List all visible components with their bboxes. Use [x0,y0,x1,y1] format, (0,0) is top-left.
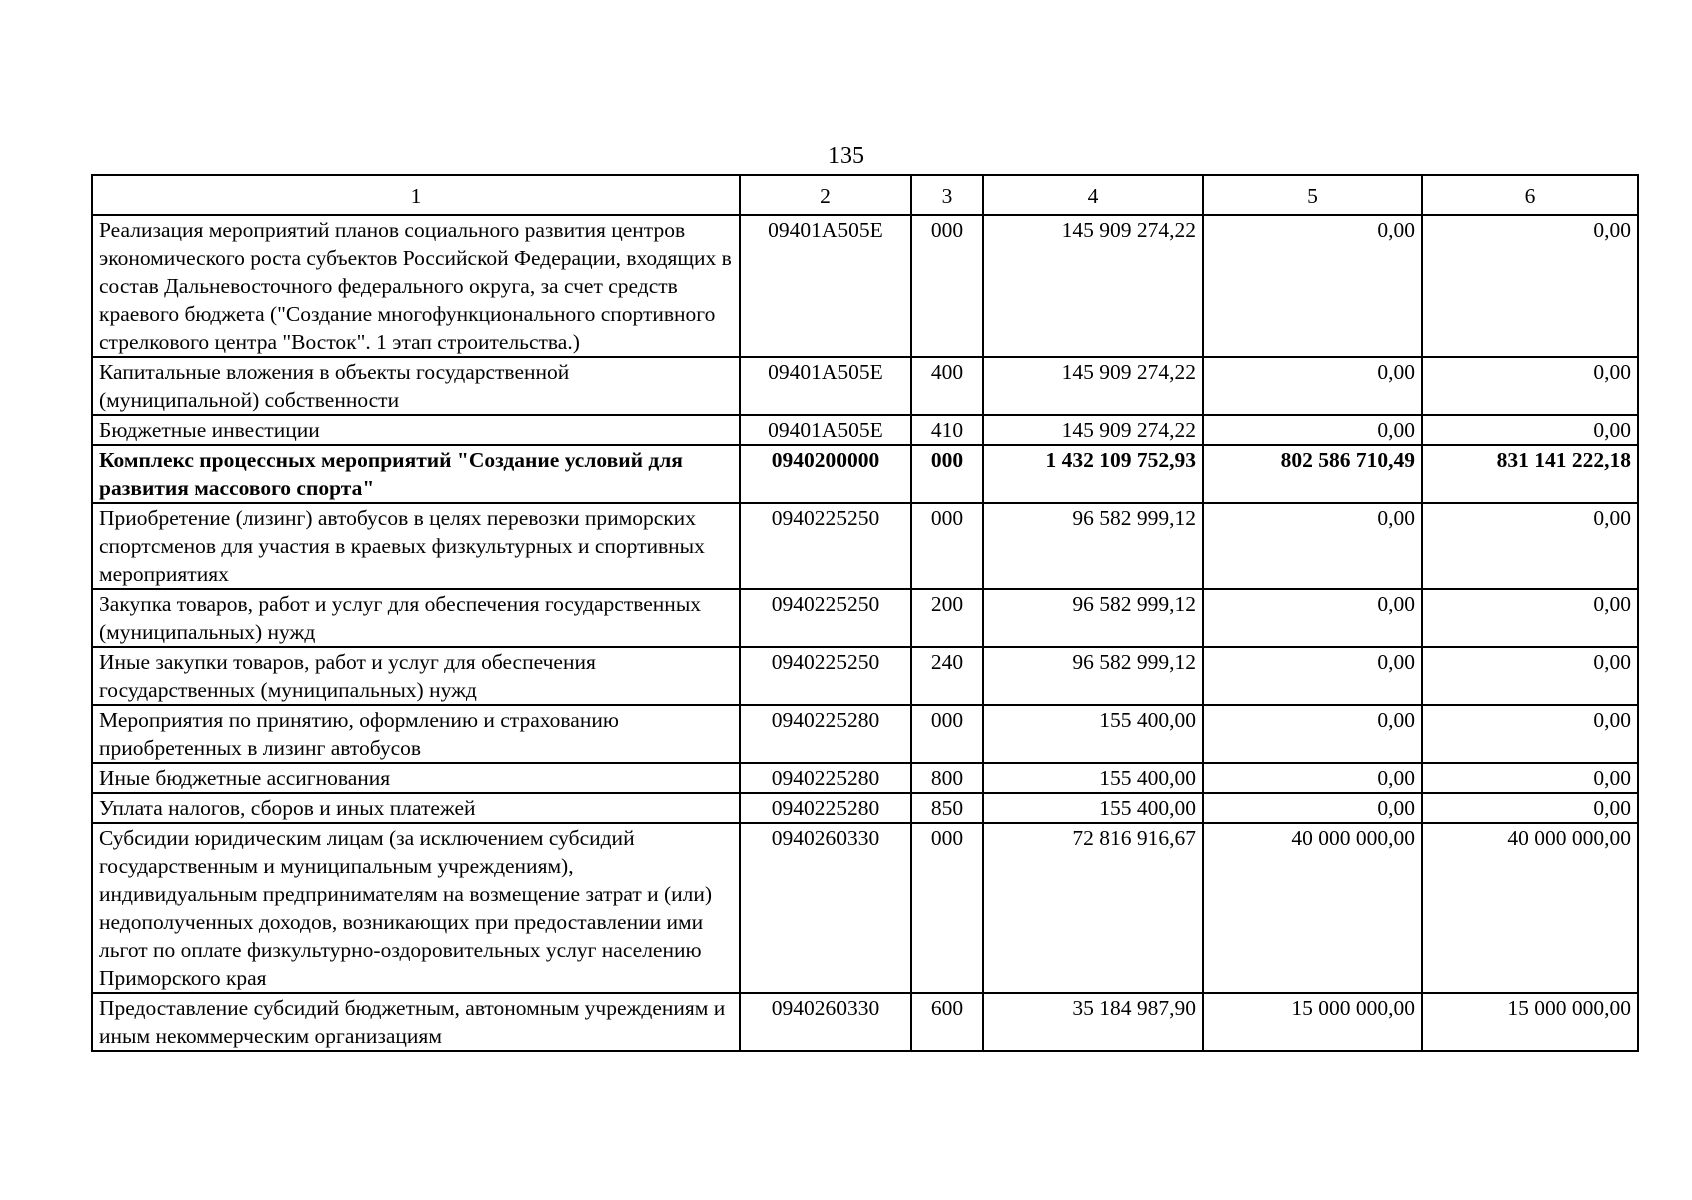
row-code: 0940260330 [740,823,911,993]
row-value-col4: 155 400,00 [983,763,1203,793]
row-code: 0940260330 [740,993,911,1051]
row-value-col6: 0,00 [1422,357,1638,415]
row-value-col5: 0,00 [1203,647,1422,705]
page-number: 135 [828,143,864,169]
row-value-col4: 96 582 999,12 [983,589,1203,647]
row-value-col5: 0,00 [1203,763,1422,793]
row-value-col6: 0,00 [1422,793,1638,823]
row-type: 000 [911,705,983,763]
row-value-col6: 0,00 [1422,763,1638,793]
row-value-col5: 0,00 [1203,589,1422,647]
row-value-col4: 155 400,00 [983,705,1203,763]
row-name: Капитальные вложения в объекты государственной (муниципальной) собственности [92,357,740,415]
column-header: 2 [740,175,911,215]
row-code: 0940225250 [740,647,911,705]
row-type: 600 [911,993,983,1051]
table-row [92,215,1638,357]
row-type: 410 [911,415,983,445]
row-value-col4: 72 816 916,67 [983,823,1203,993]
row-type: 000 [911,445,983,503]
row-value-col6: 0,00 [1422,503,1638,589]
row-value-col4: 145 909 274,22 [983,215,1203,357]
row-type: 800 [911,763,983,793]
row-code: 09401A505E [740,357,911,415]
row-value-col5: 15 000 000,00 [1203,993,1422,1051]
row-type: 400 [911,357,983,415]
row-value-col6: 0,00 [1422,589,1638,647]
row-value-col6: 0,00 [1422,215,1638,357]
row-type: 240 [911,647,983,705]
row-type: 000 [911,215,983,357]
row-type: 200 [911,589,983,647]
row-value-col4: 35 184 987,90 [983,993,1203,1051]
row-value-col5: 0,00 [1203,357,1422,415]
budget-table [91,174,1639,1052]
column-header: 4 [983,175,1203,215]
row-value-col4: 155 400,00 [983,793,1203,823]
table-row [92,415,1638,445]
row-value-col4: 1 432 109 752,93 [983,445,1203,503]
table-row-bold [92,445,1638,503]
table-row [92,589,1638,647]
row-code: 0940200000 [740,445,911,503]
column-header: 3 [911,175,983,215]
row-name: Иные закупки товаров, работ и услуг для обеспечения государственных (муниципальных) нужд [92,647,740,705]
row-value-col5: 802 586 710,49 [1203,445,1422,503]
row-value-col4: 96 582 999,12 [983,503,1203,589]
table-row [92,763,1638,793]
table-row [92,705,1638,763]
row-value-col5: 40 000 000,00 [1203,823,1422,993]
row-name: Бюджетные инвестиции [92,415,740,445]
row-code: 09401A505E [740,415,911,445]
row-code: 09401A505E [740,215,911,357]
row-value-col5: 0,00 [1203,215,1422,357]
column-header: 1 [92,175,740,215]
row-name: Приобретение (лизинг) автобусов в целях перевозки приморских спортсменов для участия в краевых физкультурных и спортивных мероприятиях [92,503,740,589]
row-name: Комплекс процессных мероприятий "Создание условий для развития массового спорта" [92,445,740,503]
table-row [92,357,1638,415]
table-row [92,993,1638,1051]
row-code: 0940225280 [740,705,911,763]
row-name: Мероприятия по принятию, оформлению и страхованию приобретенных в лизинг автобусов [92,705,740,763]
row-type: 850 [911,793,983,823]
row-type: 000 [911,503,983,589]
row-value-col6: 0,00 [1422,647,1638,705]
row-name: Закупка товаров, работ и услуг для обеспечения государственных (муниципальных) нужд [92,589,740,647]
row-value-col4: 96 582 999,12 [983,647,1203,705]
row-value-col5: 0,00 [1203,503,1422,589]
row-value-col6: 0,00 [1422,415,1638,445]
row-name: Уплата налогов, сборов и иных платежей [92,793,740,823]
row-value-col4: 145 909 274,22 [983,415,1203,445]
row-code: 0940225280 [740,763,911,793]
row-value-col4: 145 909 274,22 [983,357,1203,415]
row-name: Субсидии юридическим лицам (за исключением субсидий государственным и муниципальным учреждениям), индивидуальным предпринимателям на возмещение затрат и (или) недополученных доходов, возникающих при предоставлении ими льгот по оплате физкультурно-оздоровительных услуг населению Приморского края [92,823,740,993]
row-value-col6: 0,00 [1422,705,1638,763]
table-row [92,793,1638,823]
row-value-col6: 40 000 000,00 [1422,823,1638,993]
row-name: Иные бюджетные ассигнования [92,763,740,793]
table-row [92,503,1638,589]
row-value-col5: 0,00 [1203,415,1422,445]
row-name: Предоставление субсидий бюджетным, автономным учреждениям и иным некоммерческим организациям [92,993,740,1051]
column-header: 5 [1203,175,1422,215]
row-name: Реализация мероприятий планов социального развития центров экономического роста субъектов Российской Федерации, входящих в состав Дальневосточного федерального округа, за счет средств краевого бюджета ("Создание многофункционального спортивного стрелкового центра "Восток". 1 этап строительства.) [92,215,740,357]
row-value-col6: 15 000 000,00 [1422,993,1638,1051]
table-row [92,823,1638,993]
row-code: 0940225280 [740,793,911,823]
row-type: 000 [911,823,983,993]
table-header-row [92,175,1638,215]
table-row [92,647,1638,705]
column-header: 6 [1422,175,1638,215]
row-code: 0940225250 [740,589,911,647]
row-value-col5: 0,00 [1203,705,1422,763]
row-value-col5: 0,00 [1203,793,1422,823]
row-code: 0940225250 [740,503,911,589]
row-value-col6: 831 141 222,18 [1422,445,1638,503]
